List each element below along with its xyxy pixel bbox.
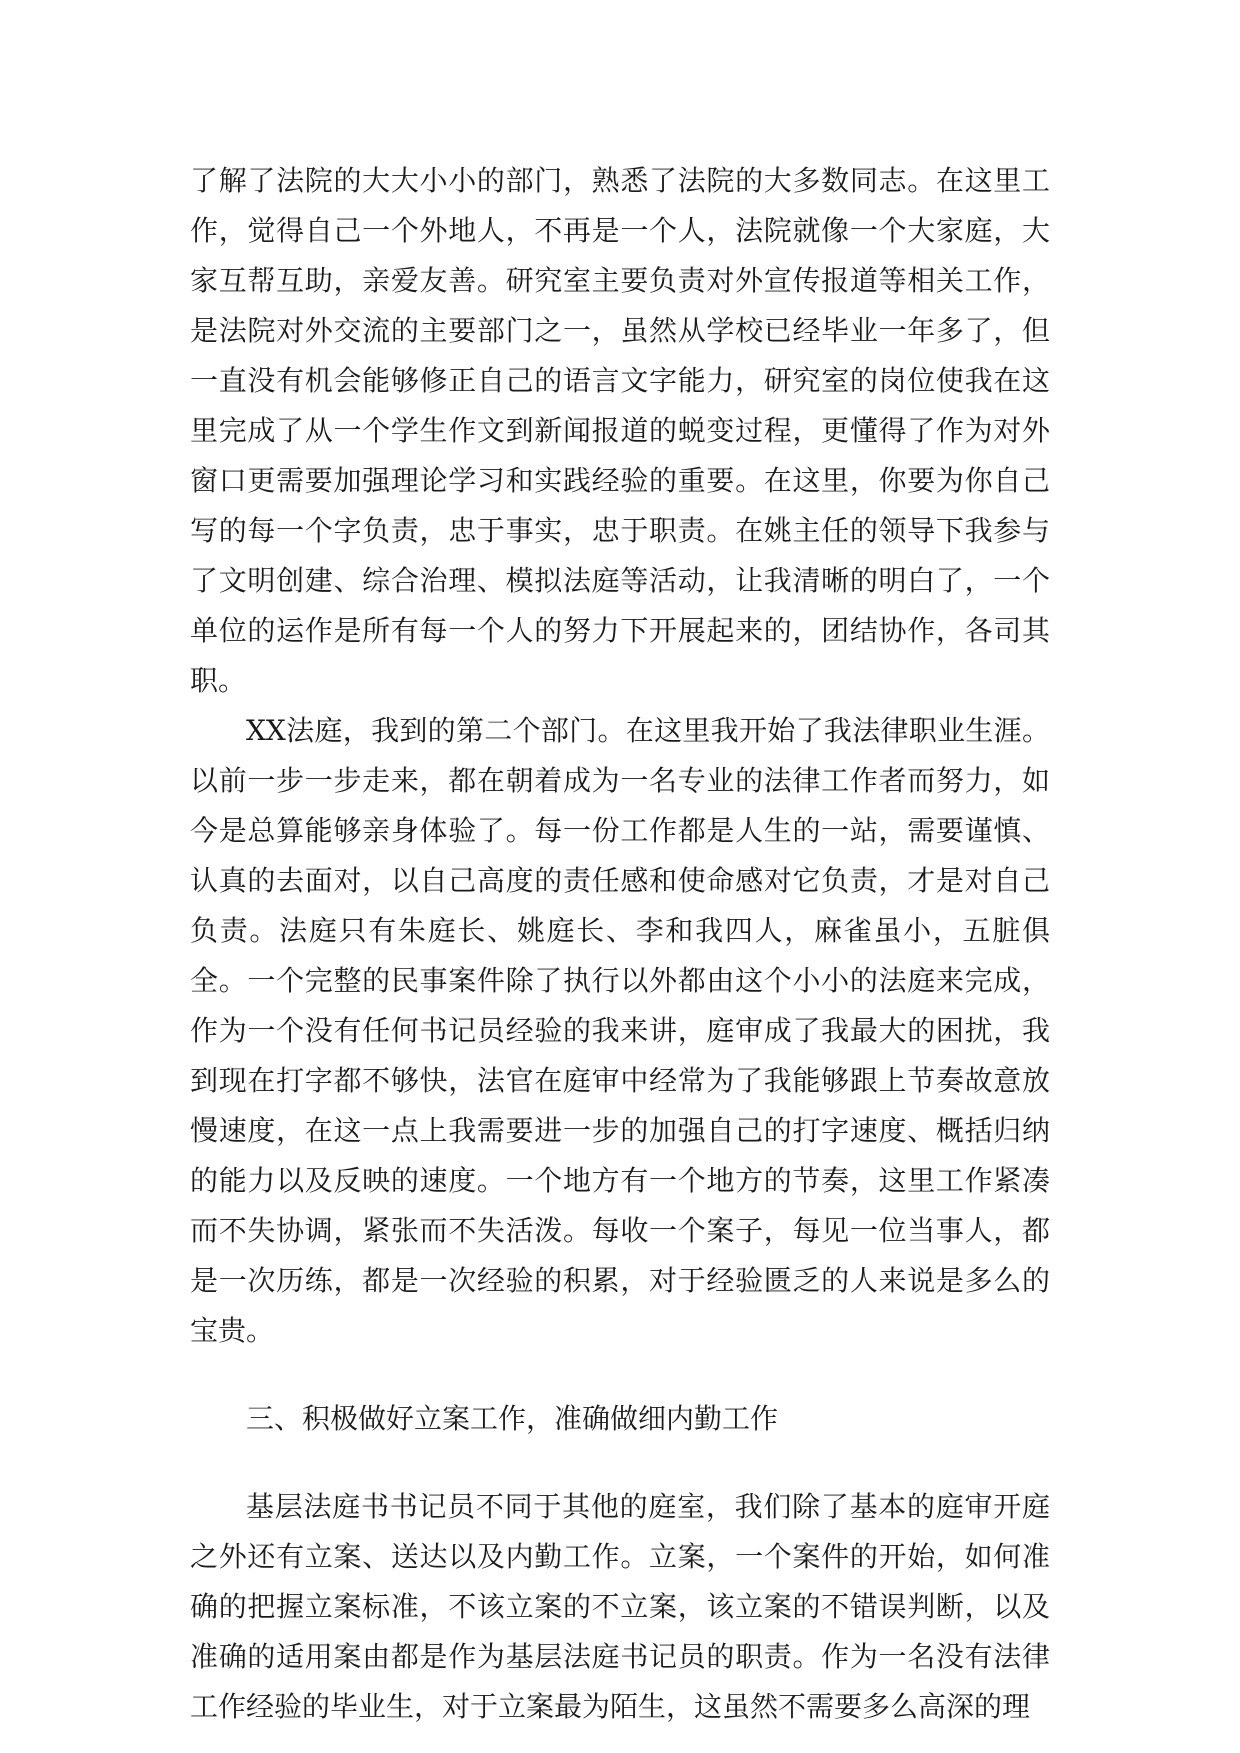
document-body <box>190 156 1050 1732</box>
paragraph-2: XX法庭，我到的第二个部门。在这里我开始了我法律职业生涯。以前一步一步走来，都在朝着成为一名专业的法律工作者而努力，如今是总算能够亲身体验了。每一份工作都是人生的一站，需要谨慎、认真的去面对，以自己高度的责任感和使命感对它负责，才是对自己负责。法庭只有朱庭长、姚庭长、李和我四人，麻雀虽小，五脏俱全。一个完整的民事案件除了执行以外都由这个小小的法庭来完成，作为一个没有任何书记员经验的我来讲，庭审成了我最大的困扰，我到现在打字都不够快，法官在庭审中经常为了我能够跟上节奏故意放慢速度，在这一点上我需要进一步的加强自己的打字速度、概括归纳的能力以及反映的速度。一个地方有一个地方的节奏，这里工作紧凑而不失协调，紧张而不失活泼。每收一个案子，每见一位当事人，都是一次历练，都是一次经验的积累，对于经验匮乏的人来说是多么的宝贵。 <box>190 714 1050 1347</box>
paragraph-1: 了解了法院的大大小小的部门，熟悉了法院的大多数同志。在这里工作，觉得自己一个外地人，不再是一个人，法院就像一个大家庭，大家互帮互助，亲爱友善。研究室主要负责对外宣传报道等相关工作，是法院对外交流的主要部门之一，虽然从学校已经毕业一年多了，但一直没有机会能够修正自己的语言文字能力，研究室的岗位使我在这里完成了从一个学生作文到新闻报道的蜕变过程，更懂得了作为对外窗口更需要加强理论学习和实践经验的重要。在这里，你要为你自己写的每一个字负责，忠于事实，忠于职责。在姚主任的领导下我参与了文明创建、综合治理、模拟法庭等活动，让我清晰的明白了，一个单位的运作是所有每一个人的努力下开展起来的，团结协作，各司其职。 <box>190 164 1050 697</box>
section-heading: 三、积极做好立案工作，准确做细内勤工作 <box>246 1402 779 1435</box>
paragraph-3: 基层法庭书书记员不同于其他的庭室，我们除了基本的庭审开庭之外还有立案、送达以及内勤工作。立案，一个案件的开始，如何准确的把握立案标准，不该立案的不立案，该立案的不错误判断，以及准确的适用案由都是作为基层法庭书记员的职责。作为一名没有法律工作经验的毕业生，对于立案最为陌生，这虽然不需要多么高深的理 <box>190 1490 1050 1723</box>
